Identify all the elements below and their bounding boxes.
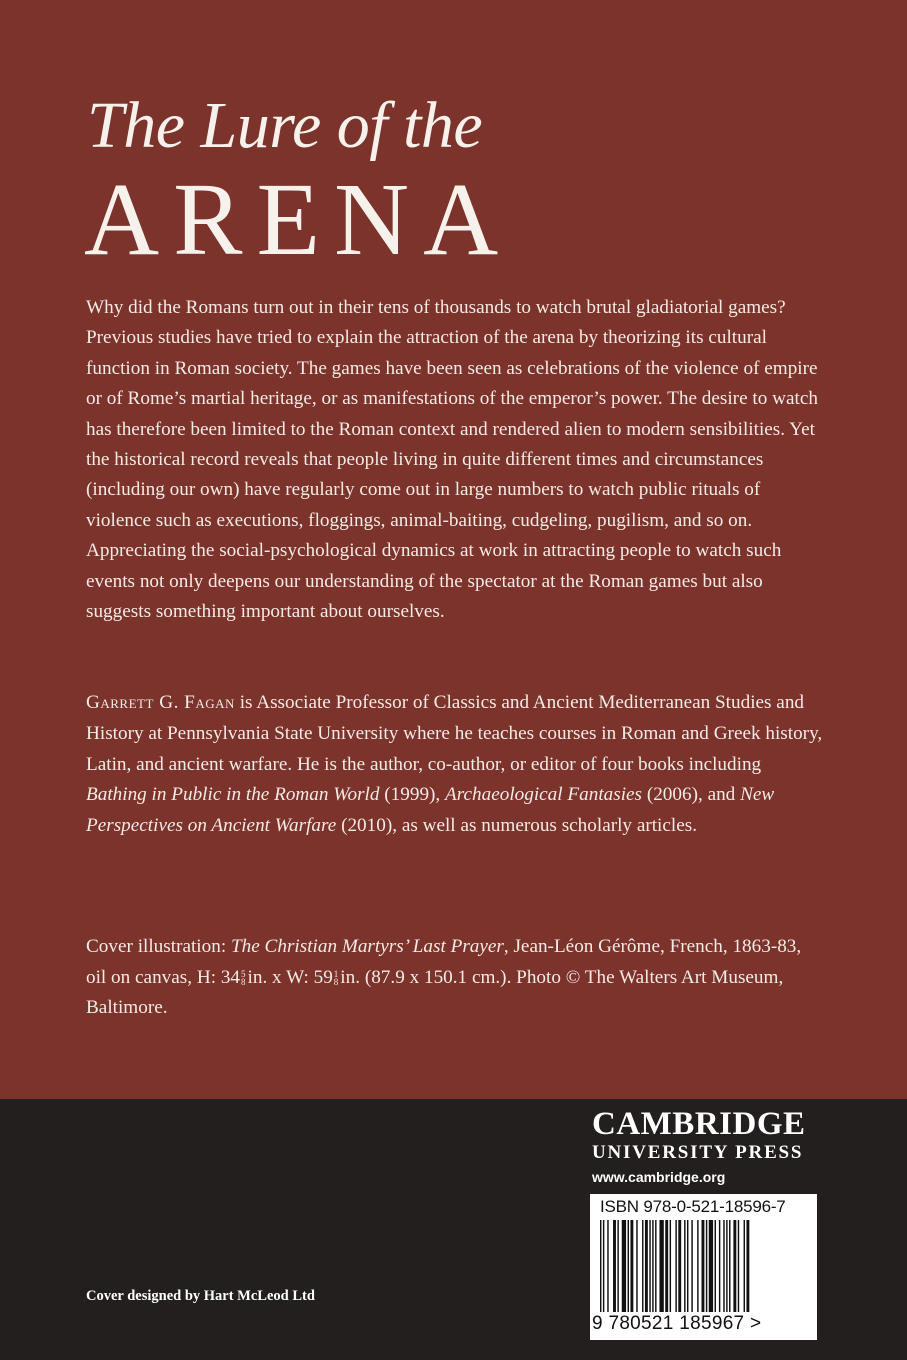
barcode-bar xyxy=(649,1220,650,1312)
barcode-bar xyxy=(665,1220,668,1312)
barcode-bar xyxy=(706,1220,707,1312)
barcode-bar xyxy=(655,1220,656,1312)
publisher-press: UNIVERSITY PRESS xyxy=(592,1142,804,1163)
barcode-bar xyxy=(733,1220,736,1312)
barcode-bar xyxy=(687,1220,688,1312)
barcode-bar xyxy=(723,1220,724,1312)
credit-text-2: in. x W: 59 xyxy=(247,966,333,988)
barcode-bar xyxy=(697,1220,698,1312)
book-title-1: Bathing in Public in the Roman World xyxy=(86,784,380,806)
barcode-bar xyxy=(702,1220,705,1312)
barcode-bar xyxy=(603,1220,604,1312)
title-line-1: The Lure of the xyxy=(87,89,483,162)
barcode-bar xyxy=(746,1220,749,1312)
publisher-name: CAMBRIDGE xyxy=(592,1106,806,1142)
bio-text-1: is Associate Professor of Classics and Ancient Mediterranean Studies and History at Pennsylvania State University where he teaches courses in Roman and Greek history, Latin, and ancient warfare. He is the author, co-author, or editor of four books including xyxy=(86,692,823,775)
fraction-height-num: 5 xyxy=(241,968,246,979)
book-title-2: Archaeological Fantasies xyxy=(445,784,643,806)
barcode-bar xyxy=(670,1220,671,1312)
publisher-url: www.cambridge.org xyxy=(592,1169,726,1185)
barcode-bar xyxy=(600,1220,601,1312)
barcode-digits: 9 780521 185967 > xyxy=(592,1313,762,1334)
credit-text-3: in. (87.9 x 150.1 cm.). Photo © The Walters Art Museum, Baltimore. xyxy=(86,966,784,1019)
barcode-bar xyxy=(691,1220,692,1312)
credit-prefix: Cover illustration: xyxy=(86,936,231,957)
barcode-bar xyxy=(622,1220,626,1312)
barcode-bar xyxy=(630,1220,633,1312)
fraction-width xyxy=(334,970,339,986)
barcode-bar xyxy=(678,1220,681,1312)
cover-illustration-credit xyxy=(86,932,826,1024)
bio-text-4: (2010), as well as numerous scholarly articles. xyxy=(336,815,698,837)
fraction-height xyxy=(241,970,246,986)
barcode-bar xyxy=(636,1220,637,1312)
barcode-bar xyxy=(617,1220,618,1312)
title-line-2: ARENA xyxy=(84,162,513,277)
barcode-bar xyxy=(607,1220,608,1312)
credit-text-1: , Jean-Léon Gérôme, French, 1863-83, oil on canvas, H: 34 xyxy=(86,936,802,988)
barcode-bar xyxy=(738,1220,739,1312)
bio-text-3: (2006), and xyxy=(642,784,741,806)
barcode-bar xyxy=(744,1220,745,1312)
barcode-bar xyxy=(675,1220,676,1312)
cover-designer-credit: Cover designed by Hart McLeod Ltd xyxy=(86,1288,315,1304)
barcode-panel xyxy=(590,1194,817,1340)
bio-text-2: (1999), xyxy=(379,784,446,806)
barcode-bar xyxy=(684,1220,685,1312)
barcode-bar xyxy=(715,1220,716,1312)
book-title-3: New Perspectives on Ancient Warfare xyxy=(86,784,775,837)
fraction-height-den: 8 xyxy=(241,976,246,987)
author-name: Garrett G. Fagan xyxy=(86,692,235,713)
barcode-bar xyxy=(709,1220,713,1312)
barcode-bar xyxy=(719,1220,720,1312)
barcode-bar xyxy=(628,1220,629,1312)
barcode-bar xyxy=(613,1220,616,1312)
fraction-width-den: 8 xyxy=(333,976,339,987)
barcode-bar xyxy=(652,1220,653,1312)
barcode-bar xyxy=(726,1220,727,1312)
barcode-bar xyxy=(729,1220,730,1312)
author-bio xyxy=(86,688,826,842)
barcode-bars xyxy=(600,1220,807,1312)
barcode-bar xyxy=(645,1220,648,1312)
isbn-label: ISBN 978-0-521-18596-7 xyxy=(600,1197,786,1216)
barcode-bar xyxy=(659,1220,663,1312)
book-blurb: Why did the Romans turn out in their tens of thousands to watch brutal gladiatorial games? Previous studies have tried to explain the attraction of the arena by theorizing its cultural function in Roman society. The games have been seen as celebrations of the violence of empire or of Rome’s martial heritage, or as manifestations of the emperor’s power. The desire to watch has therefore been limited to the Roman context and rendered alien to modern sensibilities. Yet the historical record reveals that people living in quite different times and circumstances (including our own) have regularly come out in large numbers to watch public rituals of violence such as executions, floggings, animal-baiting, cudgeling, pugilism, and so on. Appreciating the social-psychological dynamics at work in attracting people to watch such events not only deepens our understanding of the spectator at the Roman games but also suggests something important about ourselves. xyxy=(86,297,818,623)
fraction-width-num: 1 xyxy=(333,968,339,979)
barcode-bar xyxy=(642,1220,643,1312)
artwork-title: The Christian Martyrs’ Last Prayer xyxy=(230,936,504,957)
